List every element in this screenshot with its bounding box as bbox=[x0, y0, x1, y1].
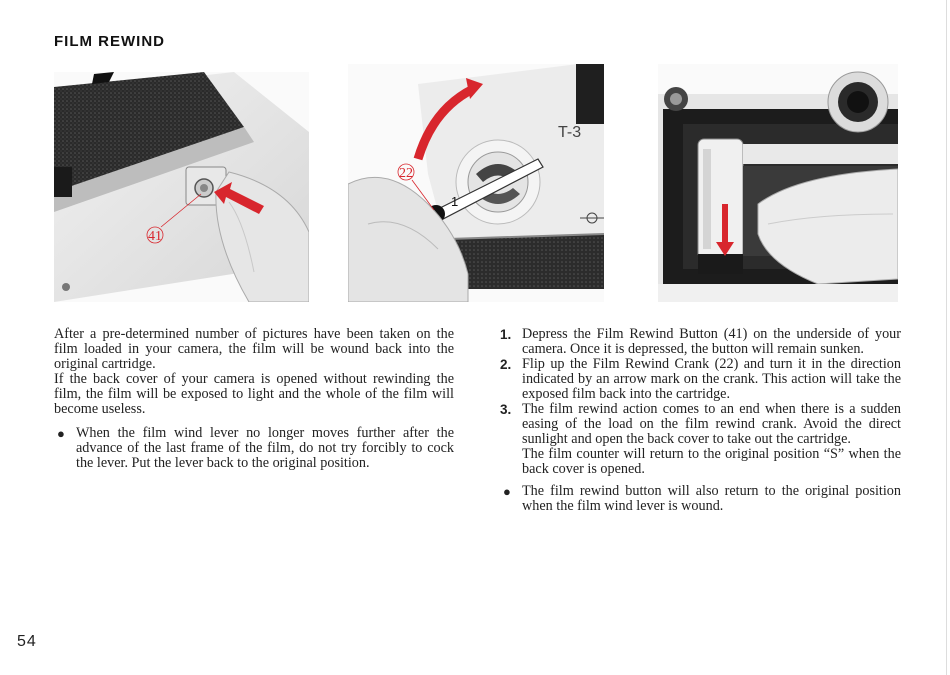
bullet-dot: ● bbox=[503, 484, 511, 499]
callout-22: 22 bbox=[399, 166, 413, 181]
caution-bullet bbox=[54, 426, 454, 471]
page-number: 54 bbox=[17, 633, 37, 650]
figure-rewind-crank bbox=[348, 64, 604, 302]
step-text: Flip up the Film Rewind Crank (22) and turn it in the direction indicated by an arrow mark on the crank. This action will take the exposed film back into the cartridge. bbox=[522, 356, 901, 402]
step-1 bbox=[500, 327, 901, 357]
step-text: Depress the Film Rewind Button (41) on the underside of your camera. Once it is depressed, the button will remain sunken. bbox=[522, 326, 901, 357]
figure-rewind-button bbox=[54, 72, 309, 302]
step-number: 3. bbox=[500, 402, 512, 417]
warning-paragraph: If the back cover of your camera is opened without rewinding the film, the film will be exposed to light and the whole of the film will become useless. bbox=[54, 371, 454, 417]
caution-text: When the film wind lever no longer moves further after the advance of the last frame of the film, do not try forcibly to cock the lever. Put the lever back to the original position. bbox=[76, 425, 454, 471]
step-number: 1. bbox=[500, 327, 512, 342]
step-text: The film rewind action comes to an end when there is a sudden easing of the load on the film rewind crank. Avoid the direct sunlight and open the back cover to take out the cartridge. bbox=[522, 401, 901, 447]
intro-text-column bbox=[54, 327, 454, 471]
step-3 bbox=[500, 402, 901, 477]
page-edge-divider bbox=[946, 0, 947, 675]
figure-open-back-cartridge bbox=[658, 64, 898, 302]
intro-paragraph: After a pre-determined number of pictures have been taken on the film loaded in your camera, the film will be wound back into the original cartridge. bbox=[54, 326, 454, 372]
steps-column bbox=[500, 327, 901, 514]
note-text: The film rewind button will also return to the original position when the film wind lever is wound. bbox=[522, 483, 901, 514]
note-bullet bbox=[500, 484, 901, 514]
step-subtext: The film counter will return to the original position “S” when the back cover is opened. bbox=[522, 446, 901, 477]
step-2 bbox=[500, 357, 901, 402]
step-number: 2. bbox=[500, 357, 512, 372]
page-title: FILM REWIND bbox=[54, 33, 165, 50]
callout-41: 41 bbox=[148, 229, 162, 244]
model-label: T-3 bbox=[558, 124, 582, 141]
crank-number: 1 bbox=[451, 194, 459, 209]
bullet-dot: ● bbox=[57, 426, 65, 441]
